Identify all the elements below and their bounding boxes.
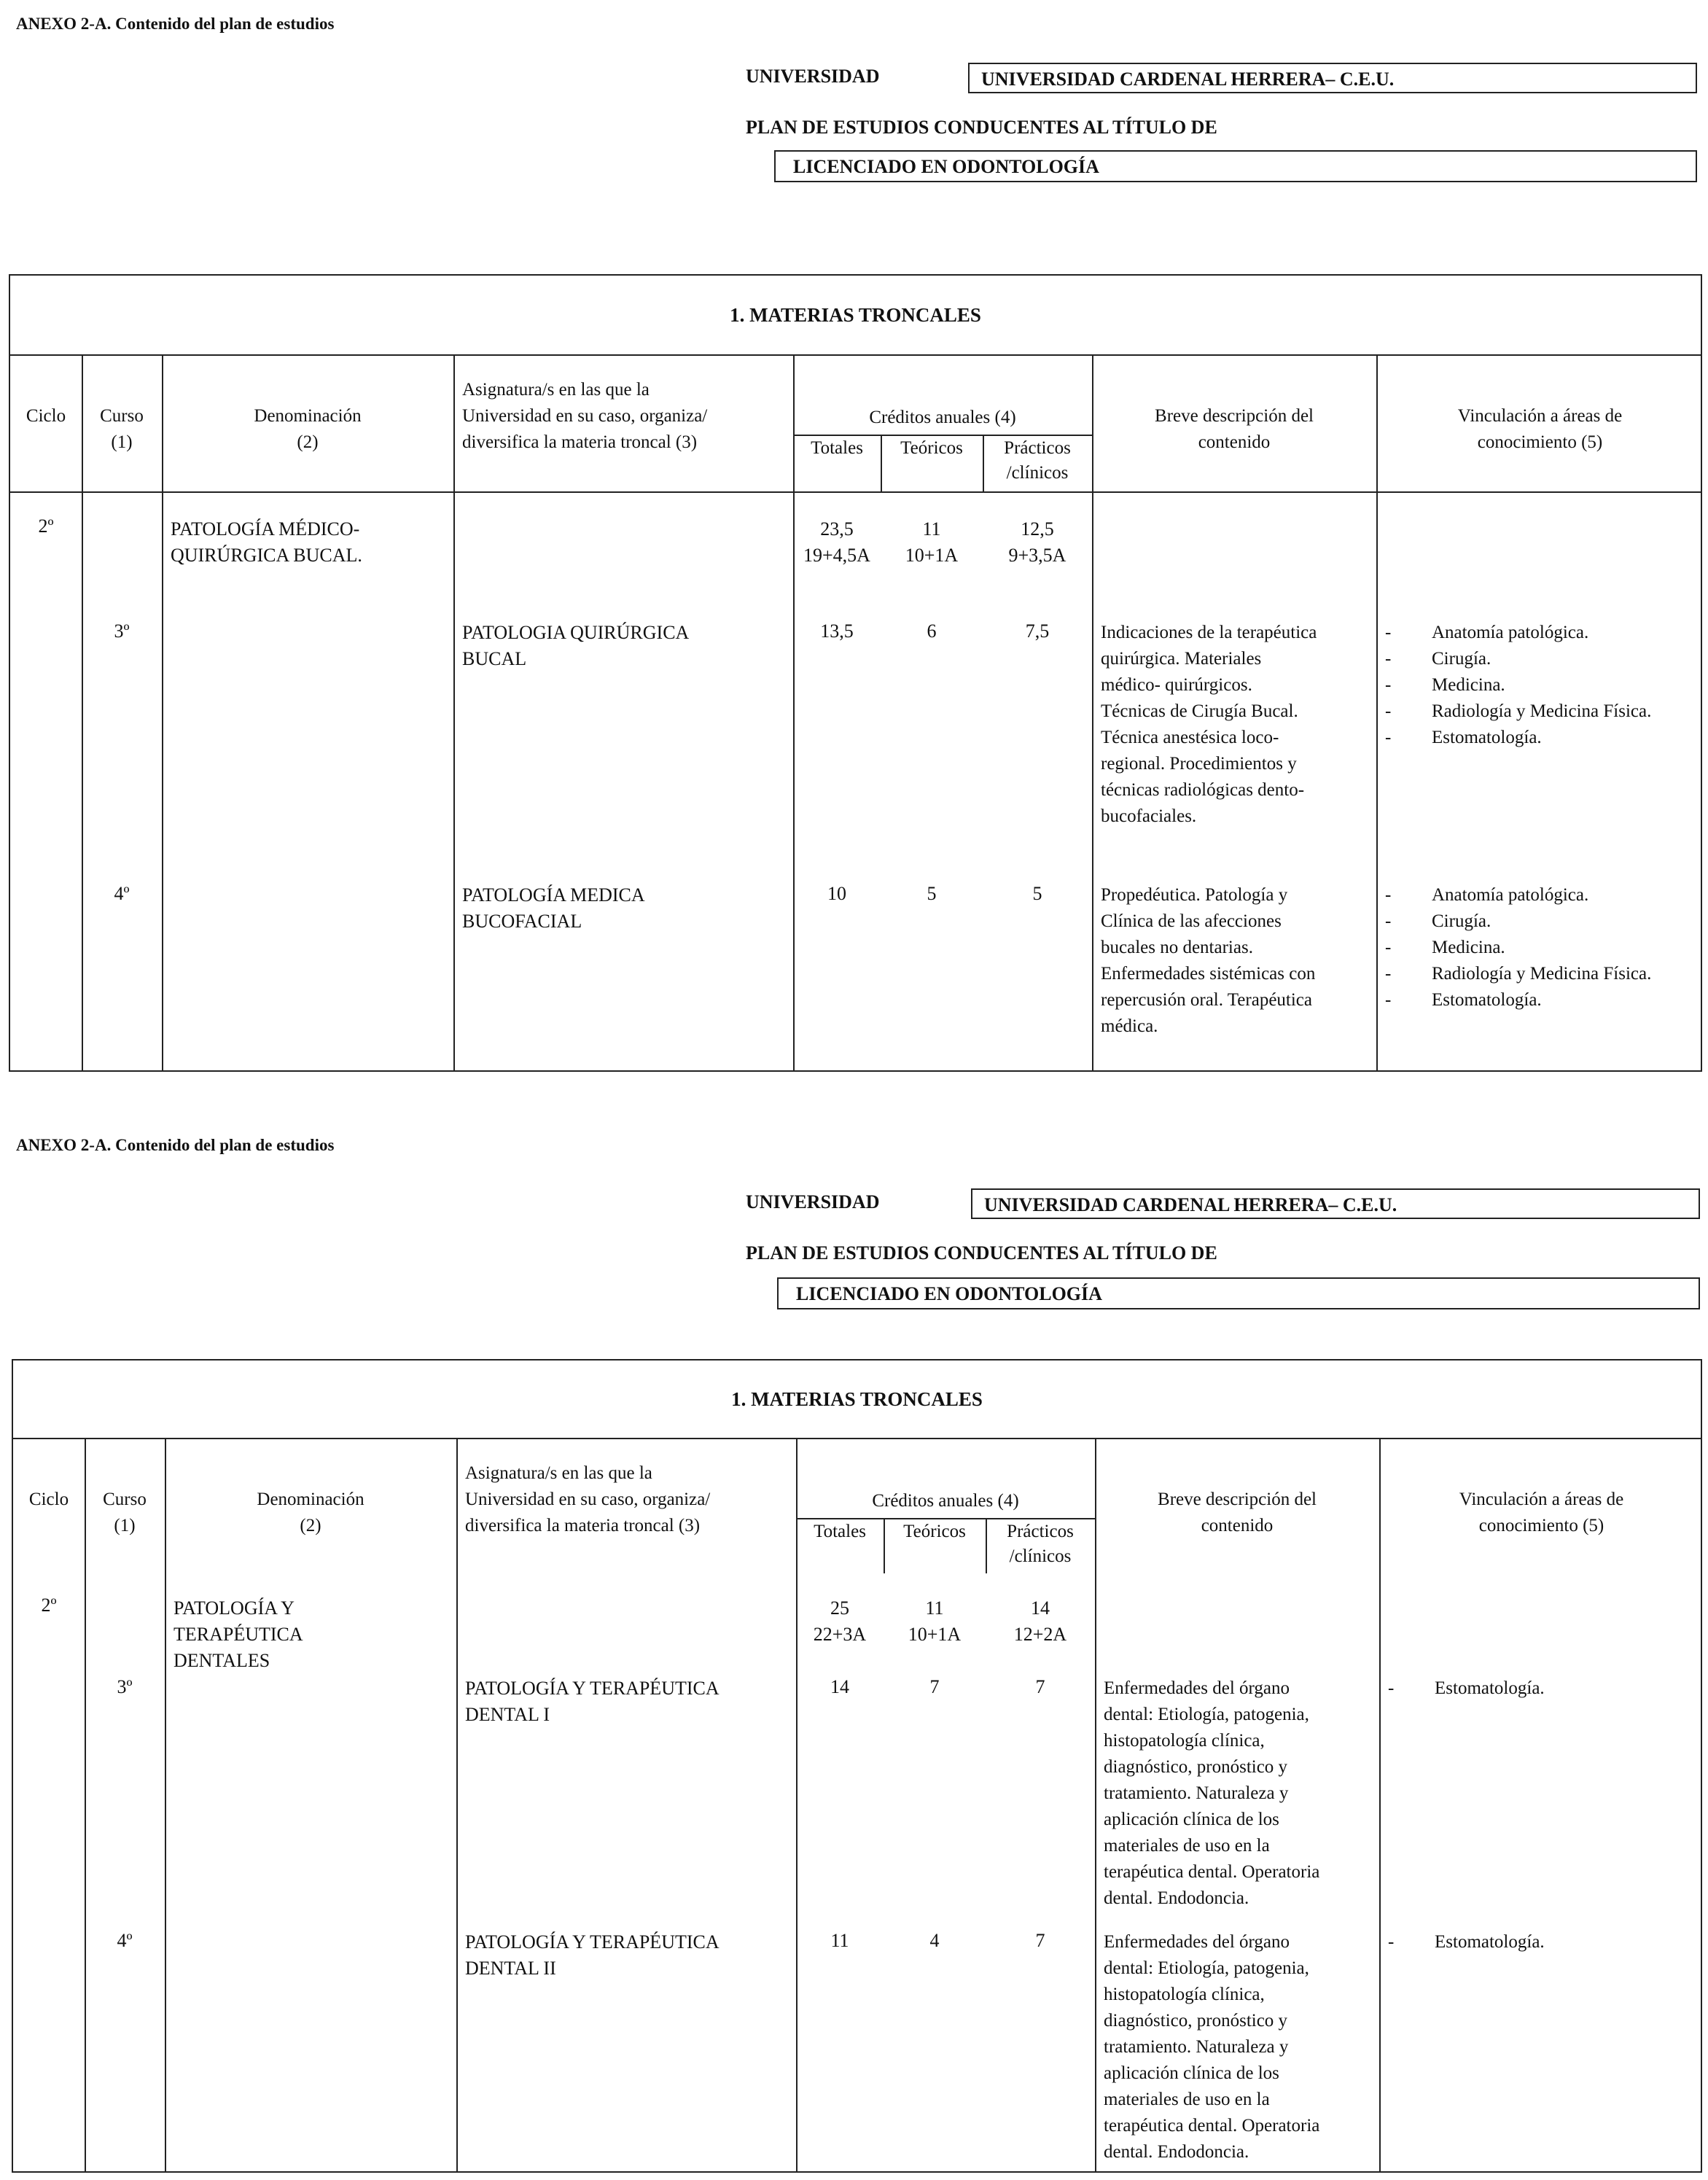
descripcion-line: Clínica de las afecciones [1101,911,1282,931]
row-areas [1385,620,1699,751]
table-title: 1. MATERIAS TRONCALES [13,1360,1701,1439]
denominacion-line: PATOLOGÍA Y [173,1597,295,1619]
descripcion-line: diagnóstico, pronóstico y [1104,2011,1288,2031]
header-ciclo: Ciclo [28,1490,69,1509]
row-descripcion [1104,1929,1378,2165]
area-item: - Medicina. [1385,675,1505,695]
col-divider [1376,354,1378,1070]
col-divider [82,354,83,1070]
descripcion-line: Indicaciones de la terapéutica [1101,623,1317,642]
totales-value: 23,5 [820,518,854,540]
header-asignatura-1: Asignatura/s en las que la [462,380,650,400]
descripcion-line: regional. Procedimientos y [1101,754,1297,774]
descripcion-line: Propedéutica. Patología y [1101,885,1288,905]
universidad-label: UNIVERSIDAD [746,66,880,87]
descripcion-line: tratamiento. Naturaleza y [1104,2037,1289,2057]
area-item: - Medicina. [1385,938,1505,957]
area-item: - Radiología y Medicina Física. [1385,964,1652,984]
row-practicos: 7 [1035,1676,1045,1697]
descripcion-line: dental: Etiología, patogenia, [1104,1705,1309,1724]
descripcion-line: dental. Endodoncia. [1104,1888,1249,1908]
totales-breakdown: 22+3A [813,1624,867,1645]
plan-label: PLAN DE ESTUDIOS CONDUCENTES AL TÍTULO DE [746,117,1217,138]
descripcion-line: terapéutica dental. Operatoria [1104,2116,1320,2136]
row-practicos: 5 [1032,883,1042,904]
row-areas [1385,882,1699,1013]
asignatura-line: PATOLOGÍA MEDICA [462,884,645,906]
materias-table [12,1359,1702,2173]
row-areas [1388,1929,1701,1955]
row-teoricos: 6 [927,620,937,642]
descripcion-line: médica. [1101,1016,1158,1036]
descripcion-line: técnicas radiológicas dento- [1101,780,1305,800]
row-totales: 10 [827,883,846,904]
row-practicos [986,1595,1095,1648]
descripcion-line: histopatología clínica, [1104,1731,1265,1751]
area-item: - Radiología y Medicina Física. [1385,701,1652,721]
practicos-breakdown: 12+2A [1013,1624,1067,1645]
area-item: - Estomatología. [1385,990,1542,1010]
area-item: - Estomatología. [1388,1932,1545,1952]
header-asignatura-2: Universidad en su caso, organiza/ [462,406,708,426]
header-breve-1: Breve descripción del [1158,1490,1317,1509]
row-asignatura [462,882,790,935]
anexo-title: ANEXO 2-A. Contenido del plan de estudios [16,15,335,33]
row-ciclo: 2º [41,1595,57,1616]
header-denominacion: Denominación [257,1490,364,1509]
universidad-value: UNIVERSIDAD CARDENAL HERRERA– C.E.U. [971,1188,1700,1219]
asignatura-line: PATOLOGÍA Y TERAPÉUTICA [465,1678,720,1699]
descripcion-line: materiales de uso en la [1104,1836,1270,1856]
row-totales: 14 [830,1676,849,1697]
descripcion-line: histopatología clínica, [1104,1985,1265,2004]
header-denominacion-num: (2) [297,432,319,452]
titulo-value: LICENCIADO EN ODONTOLOGÍA [777,1277,1700,1309]
header-denominacion-num: (2) [300,1516,321,1535]
denominacion-line: PATOLOGÍA MÉDICO- [171,518,360,540]
row-asignatura [462,620,790,672]
col-divider [453,354,455,1070]
descripcion-line: tratamiento. Naturaleza y [1104,1783,1289,1803]
asignatura-line: PATOLOGÍA Y TERAPÉUTICA [465,1931,720,1953]
descripcion-line: Enfermedades del órgano [1104,1678,1290,1698]
header-totales: Totales [814,1522,866,1541]
row-areas [1388,1675,1701,1702]
col-divider [162,354,163,1070]
row-teoricos [881,516,983,569]
asignatura-line: DENTAL I [465,1704,550,1725]
row-teoricos: 4 [929,1930,940,1951]
header-creditos: Créditos anuales (4) [869,408,1016,427]
asignatura-line: BUCAL [462,648,527,669]
area-item: - Cirugía. [1385,911,1491,931]
row-asignatura [465,1675,796,1728]
descripcion-line: repercusión oral. Terapéutica [1101,990,1313,1010]
row-totales [793,516,881,569]
row-curso: 3º [117,1676,133,1697]
row-teoricos: 7 [929,1676,940,1697]
denominacion-line: QUIRÚRGICA BUCAL. [171,545,362,566]
descripcion-line: diagnóstico, pronóstico y [1104,1757,1288,1777]
descripcion-line: Técnicas de Cirugía Bucal. [1101,701,1298,721]
col-divider [1379,1438,1381,2171]
area-item: - Estomatología. [1385,728,1542,747]
col-divider [85,1438,86,2171]
asignatura-line: BUCOFACIAL [462,911,582,932]
row-ciclo: 2º [38,515,54,537]
descripcion-line: materiales de uso en la [1104,2090,1270,2109]
header-asignatura-3: diversifica la materia troncal (3) [462,432,698,452]
header-asignatura-3: diversifica la materia troncal (3) [465,1516,701,1535]
area-item: - Cirugía. [1385,649,1491,669]
row-descripcion [1104,1675,1378,1912]
header-ciclo: Ciclo [26,406,66,426]
header-vinc-2: conocimiento (5) [1477,432,1603,452]
teoricos-value: 11 [922,518,941,540]
asignatura-line: DENTAL II [465,1958,556,1979]
header-creditos: Créditos anuales (4) [872,1491,1019,1511]
header-asignatura-2: Universidad en su caso, organiza/ [465,1490,711,1509]
header-divider [10,491,1701,493]
header-totales: Totales [811,438,863,458]
area-item: - Estomatología. [1388,1678,1545,1698]
col-divider [793,354,795,1070]
anexo-title: ANEXO 2-A. Contenido del plan de estudios [16,1136,335,1154]
section-1 [0,0,1708,1079]
descripcion-line: bucofaciales. [1101,806,1197,826]
header-breve-2: contenido [1201,1516,1274,1535]
header-breve-1: Breve descripción del [1155,406,1314,426]
practicos-value: 14 [1031,1597,1050,1619]
header-vinc-1: Vinculación a áreas de [1457,406,1623,426]
row-teoricos: 5 [927,883,937,904]
row-curso: 4º [114,883,130,904]
row-curso: 3º [114,620,130,642]
totales-value: 25 [830,1597,849,1619]
universidad-label: UNIVERSIDAD [746,1191,880,1212]
header-denominacion: Denominación [254,406,362,426]
area-item: - Anatomía patológica. [1385,885,1589,905]
col-divider [165,1438,166,2171]
materias-table [9,274,1702,1072]
row-curso: 4º [117,1930,133,1951]
header-breve-2: contenido [1198,432,1271,452]
universidad-value: UNIVERSIDAD CARDENAL HERRERA– C.E.U. [968,63,1697,93]
section-2 [0,1094,1708,2180]
row-totales: 11 [830,1930,849,1951]
header-curso-num: (1) [111,432,133,452]
col-divider [1092,354,1093,1070]
row-practicos: 7 [1035,1930,1045,1951]
header-practicos-1: Prácticos [1007,1522,1074,1541]
row-teoricos [884,1595,986,1648]
row-practicos: 7,5 [1025,620,1050,642]
asignatura-line: PATOLOGIA QUIRÚRGICA [462,622,690,643]
row-descripcion [1101,620,1375,830]
header-asignatura-1: Asignatura/s en las que la [465,1463,652,1483]
row-descripcion [1101,882,1375,1040]
descripcion-line: bucales no dentarias. [1101,938,1253,957]
col-divider [456,1438,458,2171]
col-divider [796,1438,798,2171]
header-vinc-1: Vinculación a áreas de [1459,1490,1624,1509]
descripcion-line: Enfermedades del órgano [1104,1932,1290,1952]
row-totales [796,1595,884,1648]
header-curso-num: (1) [114,1516,136,1535]
practicos-value: 12,5 [1021,518,1054,540]
row-asignatura [465,1929,796,1982]
header-teoricos: Teóricos [903,1522,966,1541]
descripcion-line: Técnica anestésica loco- [1101,728,1279,747]
descripcion-line: Enfermedades sistémicas con [1101,964,1316,984]
descripcion-line: quirúrgica. Materiales [1101,649,1262,669]
row-totales: 13,5 [820,620,854,642]
descripcion-line: aplicación clínica de los [1104,1810,1279,1829]
denominacion-line: DENTALES [173,1650,270,1671]
header-curso: Curso [103,1490,147,1509]
descripcion-line: dental: Etiología, patogenia, [1104,1958,1309,1978]
totales-breakdown: 19+4,5A [803,545,870,566]
col-divider [1095,1438,1096,2171]
teoricos-value: 11 [925,1597,944,1619]
denominacion-line: TERAPÉUTICA [173,1624,303,1645]
row-practicos [983,516,1092,569]
header-teoricos: Teóricos [900,438,963,458]
row-denominacion [171,516,448,569]
descripcion-line: terapéutica dental. Operatoria [1104,1862,1320,1882]
header-practicos-1: Prácticos [1004,438,1071,458]
header-curso: Curso [100,406,144,426]
header-vinc-2: conocimiento (5) [1478,1516,1604,1535]
teoricos-breakdown: 10+1A [905,545,959,566]
area-item: - Anatomía patológica. [1385,623,1589,642]
row-denominacion [173,1595,451,1674]
header-practicos-2: /clínicos [1009,1546,1072,1566]
titulo-value: LICENCIADO EN ODONTOLOGÍA [774,150,1697,182]
table-title: 1. MATERIAS TRONCALES [10,276,1701,356]
teoricos-breakdown: 10+1A [908,1624,962,1645]
plan-label: PLAN DE ESTUDIOS CONDUCENTES AL TÍTULO DE [746,1242,1217,1264]
descripcion-line: aplicación clínica de los [1104,2063,1279,2083]
descripcion-line: médico- quirúrgicos. [1101,675,1252,695]
header-practicos-2: /clínicos [1006,463,1069,483]
practicos-breakdown: 9+3,5A [1008,545,1066,566]
descripcion-line: dental. Endodoncia. [1104,2142,1249,2162]
